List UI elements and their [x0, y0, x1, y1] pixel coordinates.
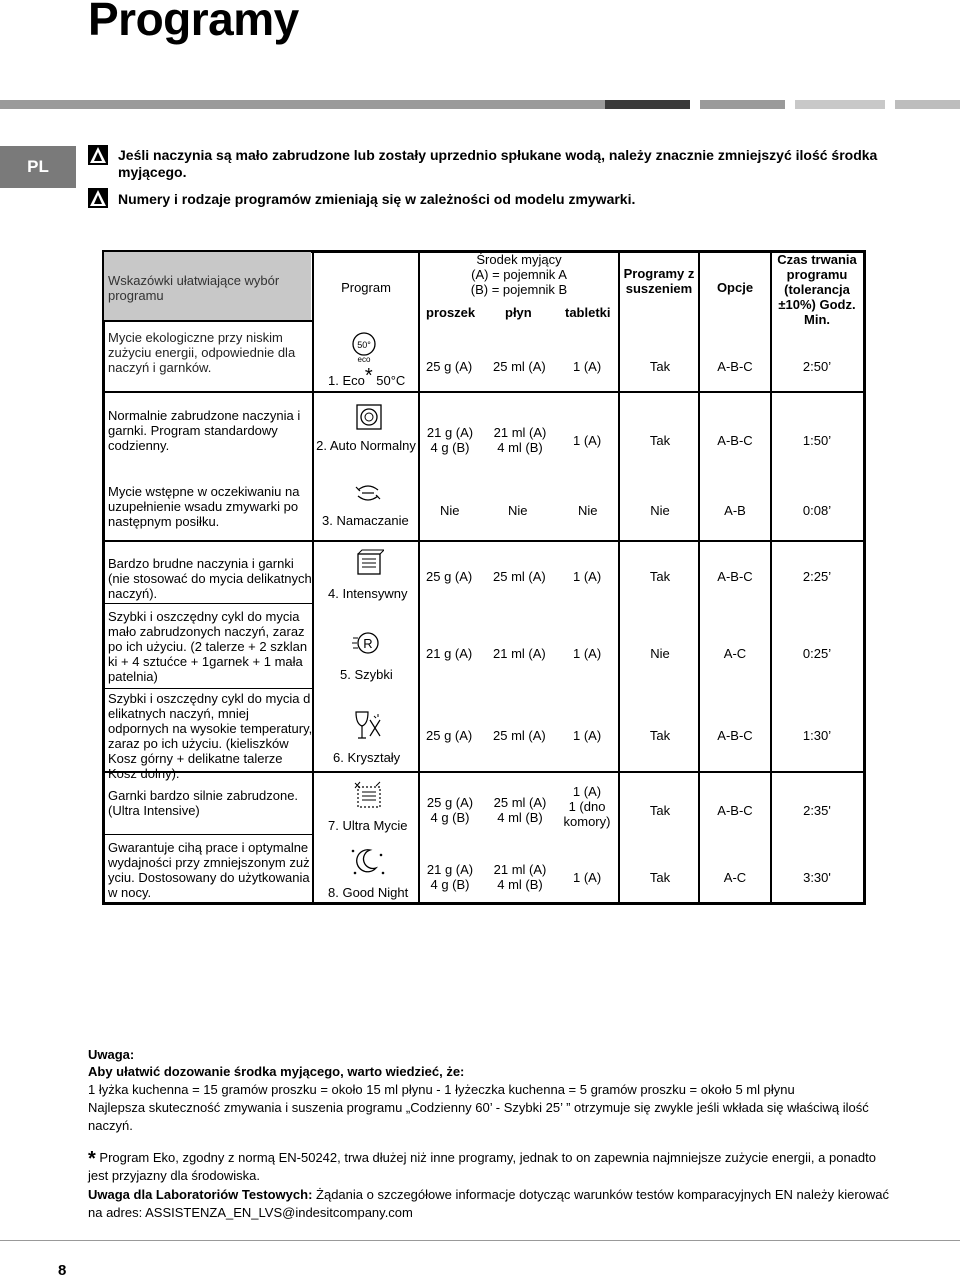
- options-value: A-B-C: [717, 803, 753, 818]
- liquid-value: 21 ml (A) 4 ml (B): [493, 425, 547, 455]
- row-divider: [104, 320, 313, 322]
- rapid-icon: [352, 628, 382, 658]
- program-name: 4. Intensywny: [328, 586, 408, 601]
- asterisk: *: [364, 365, 373, 387]
- warning-icon: [88, 145, 108, 165]
- drying-value: Tak: [649, 803, 671, 818]
- powder-value: 25 g (A): [426, 359, 473, 374]
- tablets-value: 1 (A): [573, 569, 602, 584]
- uwaga-label: Uwaga:: [88, 1047, 135, 1062]
- intensive-icon: [352, 548, 384, 578]
- tablets-value: 1 (A): [573, 433, 602, 448]
- options-column-header: Opcje: [716, 280, 754, 295]
- row-hint: Gwarantuje cihą prace i optymalne wydajności przy zmniejszonym zuż yciu. Dostosowany do użytkowania w nocy.: [108, 840, 310, 900]
- program-name: 5. Szybki: [340, 667, 393, 682]
- duration-value: 2:35': [803, 803, 831, 818]
- tablets-value: 1 (A): [573, 870, 602, 885]
- powder-value: 21 g (A): [426, 646, 473, 661]
- row-hint: Bardzo brudne naczynia i garnki (nie stosować do mycia delikatnych naczyń).: [108, 556, 312, 601]
- duration-value: 2:25’: [802, 569, 832, 584]
- program-label: 1. Eco: [328, 373, 365, 388]
- page-bottom-rule: [0, 1240, 960, 1241]
- row-hint: Normalnie zabrudzone naczynia i garnki. Program standardowy codzienny.: [108, 408, 301, 453]
- dosage-heading: Aby ułatwić dozowanie środka myjącego, warto wiedzieć, że:: [88, 1064, 465, 1079]
- options-value: A-B: [724, 503, 746, 518]
- row-hint: Garnki bardzo silnie zabrudzone. (Ultra Intensive): [108, 788, 299, 818]
- drying-value: Nie: [650, 503, 670, 518]
- drying-value: Tak: [649, 359, 671, 374]
- tablets-value: 1 (A): [573, 359, 602, 374]
- prewash-icon: [352, 478, 384, 508]
- liquid-value: 21 ml (A) 4 ml (B): [493, 862, 547, 892]
- row-divider: [104, 391, 864, 393]
- program-name: 8. Good Night: [328, 885, 409, 900]
- options-value: A-C: [723, 646, 747, 661]
- page-number: 8: [58, 1262, 67, 1279]
- row-divider: [104, 540, 864, 542]
- duration-value: 1:30’: [802, 728, 832, 743]
- program-name: 3. Namaczanie: [322, 513, 409, 528]
- powder-value: 25 g (A) 4 g (B): [426, 795, 474, 825]
- row-divider: [104, 688, 313, 689]
- drying-value: Tak: [649, 433, 671, 448]
- program-name: 6. Kryształy: [333, 750, 401, 765]
- auto-normal-icon: [355, 402, 383, 432]
- eco-50-icon: [350, 330, 378, 366]
- liquid-value: Nie: [508, 503, 528, 518]
- powder-value: 25 g (A): [426, 569, 473, 584]
- row-divider: [104, 603, 313, 604]
- page-title: Programy: [88, 0, 299, 45]
- duration-value: 0:08’: [802, 503, 832, 518]
- powder-subheader: proszek: [426, 305, 476, 320]
- powder-value: 25 g (A): [426, 728, 473, 743]
- options-value: A-B-C: [717, 728, 753, 743]
- tablets-value: 1 (A): [573, 728, 602, 743]
- tablets-value: 1 (A) 1 (dno komory): [563, 784, 611, 829]
- good-night-icon: [346, 844, 386, 880]
- lab-note-label: Uwaga dla Laboratoriów Testowych:: [88, 1187, 313, 1202]
- lab-note-text: Żądania o szczegółowe informacje dotycząc warunków testów komparacyjnych EN należy kierować na adres: ASSISTENZA_EN_LVS@indesitcompany.com: [88, 1187, 889, 1220]
- program-name: 7. Ultra Mycie: [328, 818, 408, 833]
- eko-footnote-text: Program Eko, zgodny z normą EN-50242, trwa dłużej niż inne programy, jednak to on zapewnia najmniejsze zużycie energii, a ponadto jest przyjazny dla środowiska.: [88, 1150, 876, 1183]
- detergent-column-header: Środek myjący (A) = pojemnik A (B) = pojemnik B: [470, 252, 568, 297]
- liquid-subheader: płyn: [505, 305, 532, 320]
- options-value: A-C: [723, 870, 747, 885]
- program-column-header: Program: [341, 280, 391, 295]
- dosage-line: 1 łyżka kuchenna = 15 gramów proszku = około 15 ml płynu - 1 łyżeczka kuchenna = 5 gramów proszku = około 5 ml płynu: [88, 1082, 795, 1097]
- options-value: A-B-C: [717, 433, 753, 448]
- duration-value: 0:25’: [802, 646, 832, 661]
- language-tab: PL: [0, 146, 76, 188]
- liquid-value: 25 ml (A) 4 ml (B): [493, 795, 547, 825]
- ultra-wash-icon: [352, 780, 384, 810]
- drying-column-header: Programy z suszeniem: [623, 266, 695, 296]
- program-name: [328, 365, 406, 388]
- options-value: A-B-C: [717, 359, 753, 374]
- warning-icon: [88, 188, 108, 208]
- program-temp: 50°C: [372, 373, 406, 388]
- tablets-value: Nie: [578, 503, 598, 518]
- tablets-value: 1 (A): [573, 646, 602, 661]
- hint-column-header: Wskazówki ułatwiające wybór programu: [108, 273, 280, 303]
- header-rule: [0, 100, 960, 109]
- duration-value: 3:30': [803, 870, 831, 885]
- rapid-icon-letter: R: [363, 636, 373, 651]
- liquid-value: 25 ml (A): [493, 728, 546, 743]
- powder-value: 21 g (A) 4 g (B): [426, 862, 474, 892]
- liquid-value: 21 ml (A): [493, 646, 546, 661]
- tablets-subheader: tabletki: [565, 305, 611, 320]
- row-hint: Mycie wstępne w oczekiwaniu na uzupełnienie wsadu zmywarki po następnym posiłku.: [108, 484, 300, 529]
- options-value: A-B-C: [717, 569, 753, 584]
- row-hint: Szybki i oszczędny cykl do mycia mało zabrudzonych naczyń, zaraz po ich użyciu. (2 talerze + 2 szklan ki + 4 sztućce + 1garnek + 1 mała patelnia): [108, 609, 308, 684]
- row-divider: [104, 834, 313, 835]
- lab-note: [88, 1186, 898, 1222]
- eco-icon-label: eco: [357, 355, 371, 364]
- note-1: Jeśli naczynia są mało zabrudzone lub zostały uprzednio spłukane wodą, należy znacznie zmniejszyć ilość środka myjącego.: [118, 147, 878, 180]
- drying-value: Tak: [649, 569, 671, 584]
- program-name: 2. Auto Normalny: [316, 438, 416, 453]
- eko-footnote: [88, 1147, 898, 1185]
- row-hint: Mycie ekologiczne przy niskim zużyciu energii, odpowiednie dla naczyń i garnków.: [108, 330, 296, 375]
- drying-value: Tak: [649, 870, 671, 885]
- note-2: Numery i rodzaje programów zmieniają się w zależności od modelu zmywarki.: [118, 191, 636, 207]
- best-results-line: Najlepsza skuteczność zmywania i suszenia programu „Codzienny 60’ - Szybki 25’ ” otrzymuje się zwykle jeśli wkłada się właściwą ilość naczyń.: [88, 1100, 869, 1133]
- powder-value: Nie: [440, 503, 460, 518]
- drying-value: Tak: [649, 728, 671, 743]
- row-hint: Szybki i oszczędny cykl do mycia d elikatnych naczyń, mniej odpornych na wysokie temperatury, zaraz po ich użyciu. (kieliszków Kosz górny + delikatne talerze Kosz dolny).: [108, 691, 313, 781]
- liquid-value: 25 ml (A): [493, 359, 546, 374]
- liquid-value: 25 ml (A): [493, 569, 546, 584]
- eco-icon-temp: 50°: [357, 340, 371, 350]
- drying-value: Nie: [650, 646, 670, 661]
- duration-value: 2:50’: [802, 359, 832, 374]
- duration-column-header: Czas trwania programu (tolerancja ±10%) Godz. Min.: [777, 252, 857, 327]
- crystal-icon: [352, 710, 384, 742]
- asterisk: *: [88, 1148, 96, 1170]
- powder-value: 21 g (A) 4 g (B): [426, 425, 474, 455]
- duration-value: 1:50’: [802, 433, 832, 448]
